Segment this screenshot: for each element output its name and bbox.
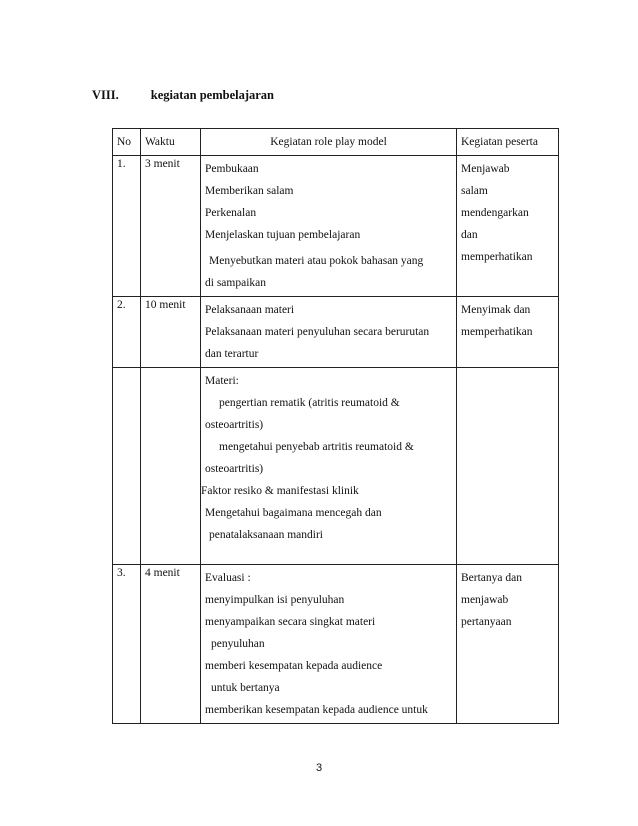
page-number: 3 — [315, 762, 323, 774]
kegiatan-line: osteoartritis) — [205, 419, 264, 431]
kegiatan-line: Pelaksanaan materi penyuluhan secara berurutan — [205, 326, 430, 338]
cell-no: 3. — [113, 565, 141, 724]
kegiatan-line: Evaluasi : — [205, 572, 251, 584]
activity-table — [112, 128, 559, 724]
peserta-line: dan — [461, 229, 478, 241]
kegiatan-line: Perkenalan — [205, 207, 257, 219]
cell-peserta — [457, 565, 559, 724]
peserta-line: Menjawab — [461, 163, 510, 175]
table-row — [113, 156, 559, 297]
peserta-line: salam — [461, 185, 488, 197]
peserta-line: pertanyaan — [461, 616, 512, 628]
header-waktu: Waktu — [141, 129, 201, 156]
header-peserta: Kegiatan peserta — [457, 129, 559, 156]
kegiatan-line: memberi kesempatan kepada audience — [205, 660, 383, 672]
section-number: VIII. — [92, 88, 119, 102]
table-row — [113, 565, 559, 724]
cell-kegiatan — [201, 156, 457, 297]
kegiatan-line: Menyebutkan materi atau pokok bahasan yang — [209, 255, 424, 267]
kegiatan-line: pengertian rematik (atritis reumatoid & — [219, 397, 400, 409]
peserta-line: menjawab — [461, 594, 509, 606]
cell-peserta — [457, 297, 559, 368]
header-no: No — [113, 129, 141, 156]
kegiatan-line: Materi: — [205, 375, 239, 387]
cell-no: 2. — [113, 297, 141, 368]
kegiatan-line: di sampaikan — [205, 277, 266, 289]
kegiatan-line: memberikan kesempatan kepada audience untuk — [205, 704, 428, 716]
kegiatan-line: osteoartritis) — [205, 463, 264, 475]
cell-no — [113, 368, 141, 565]
peserta-line: memperhatikan — [461, 251, 533, 263]
peserta-line: Bertanya dan — [461, 572, 522, 584]
kegiatan-line: Pelaksanaan materi — [205, 304, 295, 316]
kegiatan-line: Faktor resiko & manifestasi klinik — [201, 485, 359, 497]
kegiatan-line: penatalaksanaan mandiri — [209, 529, 323, 541]
cell-peserta — [457, 156, 559, 297]
cell-kegiatan — [201, 297, 457, 368]
kegiatan-line: Menjelaskan tujuan pembelajaran — [205, 229, 361, 241]
cell-waktu: 4 menit — [141, 565, 201, 724]
kegiatan-line: Mengetahui bagaimana mencegah dan — [205, 507, 382, 519]
kegiatan-line: untuk bertanya — [211, 682, 280, 694]
peserta-line: memperhatikan — [461, 326, 533, 338]
section-title: kegiatan pembelajaran — [150, 88, 275, 102]
kegiatan-line: dan terartur — [205, 348, 259, 360]
kegiatan-line: menyimpulkan isi penyuluhan — [205, 594, 345, 606]
table-header-row — [113, 129, 559, 156]
cell-peserta — [457, 368, 559, 565]
kegiatan-line: Memberikan salam — [205, 185, 294, 197]
cell-no: 1. — [113, 156, 141, 297]
cell-waktu — [141, 368, 201, 565]
kegiatan-line: penyuluhan — [211, 638, 265, 650]
peserta-line: mendengarkan — [461, 207, 529, 219]
cell-waktu: 3 menit — [141, 156, 201, 297]
kegiatan-line: Pembukaan — [205, 163, 259, 175]
cell-kegiatan — [201, 565, 457, 724]
kegiatan-line: menyampaikan secara singkat materi — [205, 616, 376, 628]
peserta-line: Menyimak dan — [461, 304, 531, 316]
table-row — [113, 297, 559, 368]
cell-waktu: 10 menit — [141, 297, 201, 368]
header-kegiatan: Kegiatan role play model — [201, 129, 457, 156]
cell-kegiatan — [201, 368, 457, 565]
table-row — [113, 368, 559, 565]
kegiatan-line: mengetahui penyebab artritis reumatoid & — [219, 441, 414, 453]
section-heading — [92, 88, 274, 103]
